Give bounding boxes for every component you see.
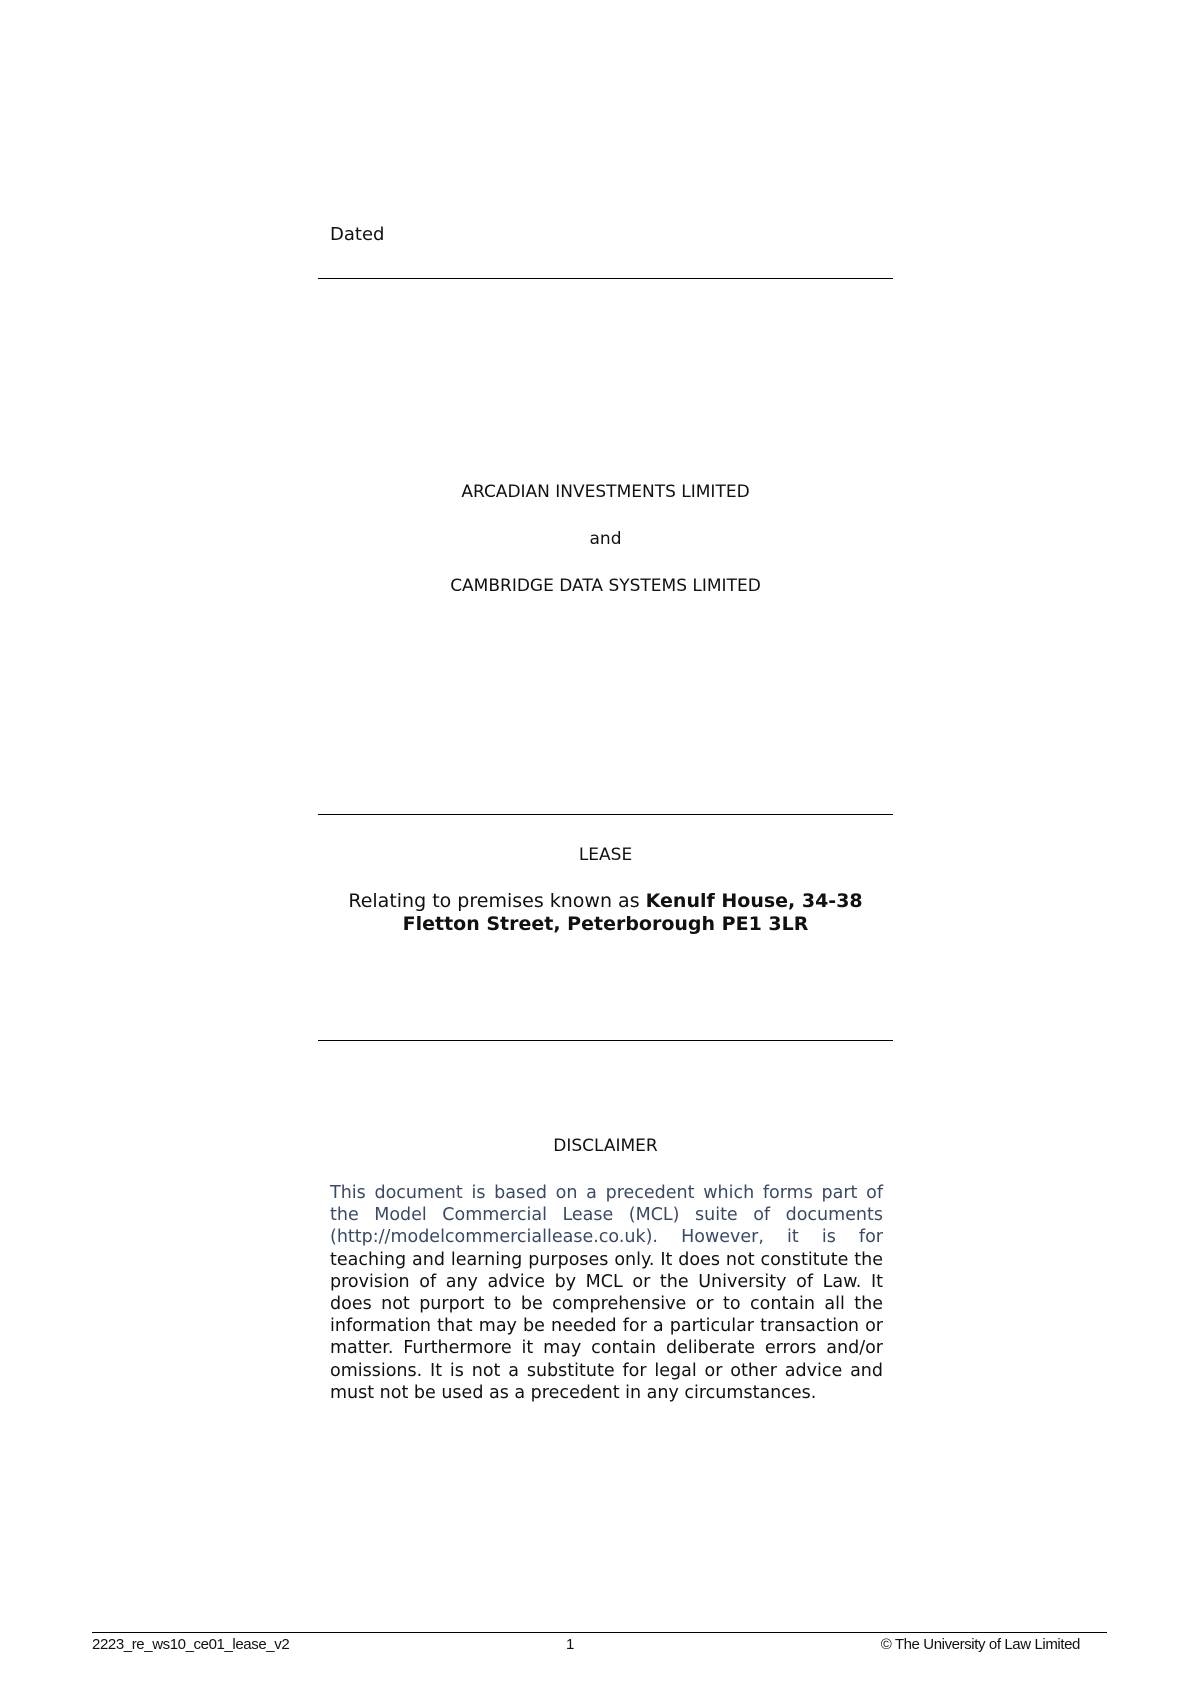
title-bottom-divider [318,1040,893,1041]
disclaimer-text [330,1182,883,1404]
premises-address: Kenulf House, 34-38 Fletton Street, Peterborough PE1 3LR [402,890,863,935]
title-top-divider [318,814,893,815]
top-divider [318,278,893,279]
premises-prefix: Relating to premises known as [348,890,646,912]
disclaimer-heading: DISCLAIMER [553,1136,658,1156]
tenant-name: CAMBRIDGE DATA SYSTEMS LIMITED [450,576,761,596]
parties-conjunction: and [589,529,622,549]
footer-copyright: © The University of Law Limited [880,1636,1080,1653]
document-title: LEASE [578,845,633,865]
footer-divider [92,1632,1107,1633]
disclaimer-lead: This document is based on a precedent which forms part of the Model Commercial Lease (MCL) suite of documents (http://modelcommerciallease.co.uk). However, it is for [330,1183,883,1248]
dated-label: Dated [330,224,385,245]
page-number: 1 [566,1636,574,1653]
footer-reference: 2223_re_ws10_ce01_lease_v2 [92,1636,290,1653]
premises-description [318,890,893,936]
disclaimer-body: teaching and learning purposes only. It does not constitute the provision of any advice by MCL or the University of Law. It does not purport to be comprehensive or to contain all the information that may be needed for a particular transaction or matter. Furthermore it may contain deliberate errors and/or omissions. It is not a substitute for legal or other advice and must not be used as a precedent in any circumstances. [330,1249,883,1403]
landlord-name: ARCADIAN INVESTMENTS LIMITED [461,482,750,502]
